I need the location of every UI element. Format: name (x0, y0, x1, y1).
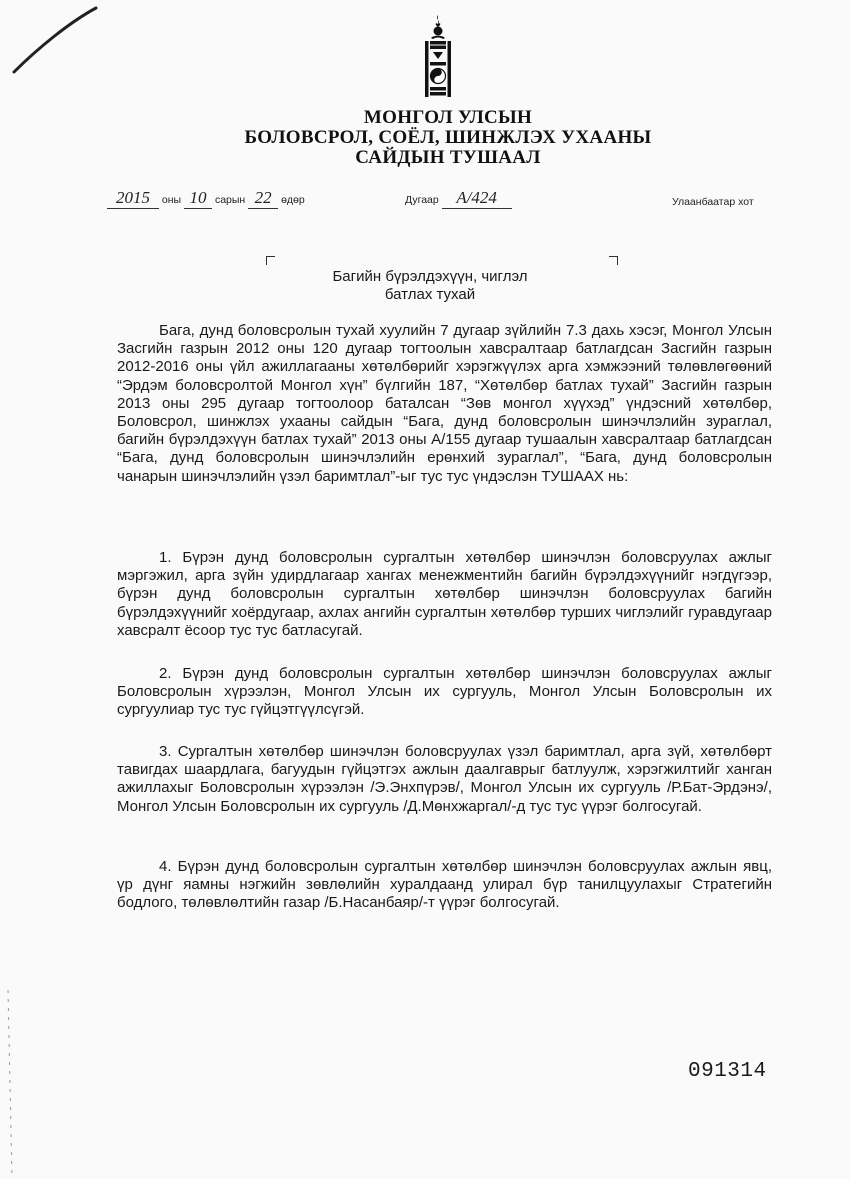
date-day-suffix: өдөр (281, 194, 305, 206)
date-year: 2015 (107, 188, 159, 209)
order-city: Улаанбаатар хот (672, 196, 754, 208)
clause-4: 4. Бүрэн дунд боловсролын сургалтын хөтөлбөр шинэчлэн боловсруулах ажлын явц, үр дүнг яамны нэгжийн зөвлөлийн хуралдаанд улирал бүр танилцуулахыг Стратегийн бодлого, төлөвлөлтийн газар /Б.Насанбаяр/-т үүрэг болгосугай. (117, 858, 772, 912)
subject-line1: Багийн бүрэлдэхүүн, чиглэл (332, 268, 528, 285)
clause-2: 2. Бүрэн дунд боловсролын сургалтын хөтөлбөр шинэчлэн боловсруулах ажлыг Боловсролын хүрээлэн, Монгол Улсын их сургууль, Монгол Улсын Боловсролын их сургуулиар тус тус гүйцэтгүүлсүгэй. (117, 665, 772, 719)
ministry-title-line3: САЙДЫН ТУШААЛ (355, 147, 541, 168)
order-subject (300, 268, 560, 304)
date-month: 10 (184, 188, 212, 209)
date-year-suffix: оны (161, 194, 182, 206)
order-meta-row (0, 188, 850, 218)
subject-line2: батлах тухай (384, 286, 476, 303)
clause-3: 3. Сургалтын хөтөлбөр шинэчлэн боловсруулах үзэл баримтлал, арга зүй, хөтөлбөрт тавигдах шаардлага, багуудын гүйцэтгэх ажлын даалгаврыг батлуулж, хэрэгжилтийг ханган ажиллахыг Боловсролын хүрээлэн /Э.Энхпүрэв/, Монгол Улсын их сургууль /Р.Бат-Эрдэнэ/, Монгол Улсын Боловсролын их сургууль /Д.Мөнхжаргал/-д тус тус үүрэг болгосугай. (117, 743, 772, 815)
subject-corner-right (609, 256, 618, 265)
subject-corner-left (266, 256, 275, 265)
ministry-title-line1: МОНГОЛ УЛСЫН (363, 107, 533, 128)
date-day: 22 (248, 188, 278, 209)
ministry-title (0, 108, 850, 168)
order-number-label: Дугаар (405, 194, 439, 206)
order-date (107, 188, 305, 209)
order-number (405, 188, 512, 209)
intro-paragraph: Бага, дунд боловсролын тухай хуулийн 7 дугаар зүйлийн 7.3 дахь хэсэг, Монгол Улсын Засгийн газрын 2012 оны 120 дугаар тогтоолын хавсралтаар батлагдсан Засгийн газрын 2012-2016 оны үйл ажиллагааны хөтөлбөрийг хэрэгжүүлэх арга хэмжээний төлөвлөгөөний “Эрдэм боловсролтой Монгол хүн” бүлгийн 187, “Хөтөлбөр батлах тухай” Засгийн газрын 2013 оны 295 дугаар тогтоолоор баталсан “Зөв монгол хүүхэд” үндэсний хөтөлбөр, Боловсрол, шинжлэх ухааны сайдын “Бага, дунд боловсролын шинэчлэлийн зураглал, багийн бүрэлдэхүүн батлах тухай” 2013 оны А/155 дугаар тушаалын хавсралтаар батлагдсан “Бага, дунд боловсролын шинэчлэлийн ерөнхий зураглал”, “Бага, дунд боловсролын чанарын шинэчлэлийн үзэл баримтлал”-ыг тус тус үндэслэн ТУШААХ нь: (117, 322, 772, 485)
order-number-value: А/424 (442, 188, 512, 209)
soyombo-emblem-icon (424, 14, 452, 102)
ministry-title-line2: БОЛОВСРОЛ, СОЁЛ, ШИНЖЛЭХ УХААНЫ (244, 127, 652, 148)
clause-1: 1. Бүрэн дунд боловсролын сургалтын хөтөлбөр шинэчлэн боловсруулах ажлыг мэргэжил, арга зүйн удирдлагаар хангах менежментийн багийн бүрэлдэхүүнийг нэгдүгээр, бүрэн дунд боловсролын сургалтын хөтөлбөр шинэчлэн боловсруулах багийн бүрэлдэхүүнийг хоёрдугаар, ахлах ангийн сургалтын хөтөлбөр турших чиглэлийг гуравдугаар хавсралт ёсоор тус тус батласугай. (117, 549, 772, 639)
date-month-suffix: сарын (214, 194, 246, 206)
serial-number: 091314 (688, 1060, 767, 1083)
